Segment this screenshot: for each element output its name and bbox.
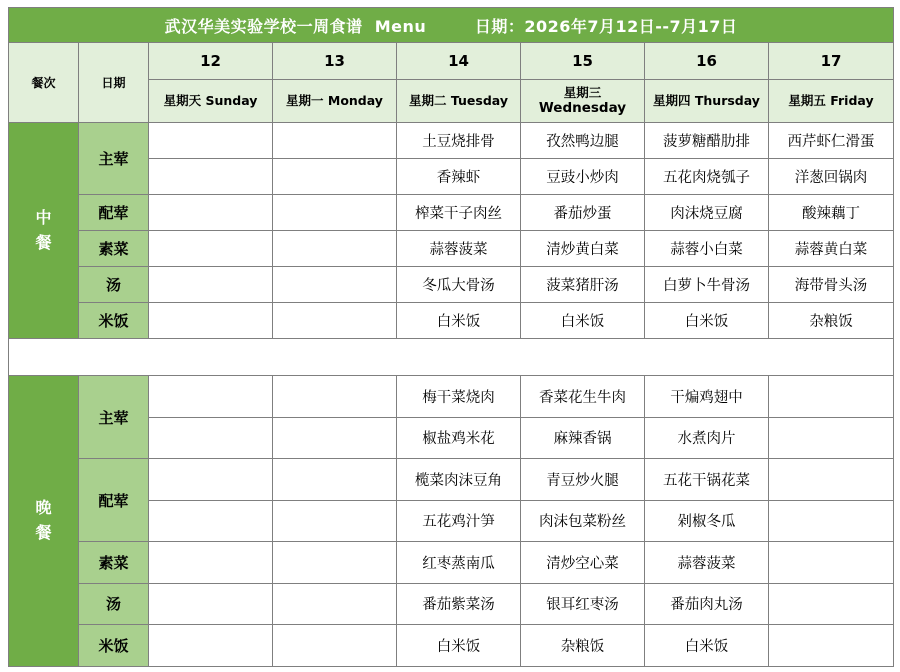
meal-column-header: 餐次 — [9, 43, 79, 123]
lunch-cell: 西芹虾仁滑蛋 — [769, 123, 894, 159]
dinner-cell: 清炒空心菜 — [521, 542, 645, 584]
dinner-cell — [149, 417, 273, 459]
dinner-category-soup: 汤 — [79, 583, 149, 625]
dinner-cell: 杂粮饭 — [521, 625, 645, 667]
lunch-cell — [273, 303, 397, 339]
dinner-cell: 麻辣香锅 — [521, 417, 645, 459]
day-number-16: 16 — [645, 43, 769, 80]
dinner-cell: 蒜蓉菠菜 — [645, 542, 769, 584]
lunch-cell: 蒜蓉菠菜 — [397, 231, 521, 267]
dinner-cell: 红枣蒸南瓜 — [397, 542, 521, 584]
dinner-cell — [769, 417, 894, 459]
dinner-category-rice: 米饭 — [79, 625, 149, 667]
lunch-cell: 酸辣藕丁 — [769, 195, 894, 231]
dinner-cell: 青豆炒火腿 — [521, 459, 645, 501]
dinner-cell: 水煮肉片 — [645, 417, 769, 459]
day-name-tuesday: 星期二 Tuesday — [397, 80, 521, 123]
lunch-cell — [273, 267, 397, 303]
dinner-cell — [149, 500, 273, 542]
dinner-cell: 梅干菜烧肉 — [397, 376, 521, 418]
dinner-cell — [273, 417, 397, 459]
lunch-cell: 香辣虾 — [397, 159, 521, 195]
lunch-cell — [149, 267, 273, 303]
day-number-17: 17 — [769, 43, 894, 80]
dinner-cell: 白米饭 — [397, 625, 521, 667]
lunch-cell: 榨菜干子肉丝 — [397, 195, 521, 231]
dinner-cell: 椒盐鸡米花 — [397, 417, 521, 459]
lunch-cell — [149, 123, 273, 159]
dinner-cell — [149, 459, 273, 501]
lunch-category-main: 主荤 — [79, 123, 149, 195]
dinner-cell — [273, 376, 397, 418]
lunch-cell: 洋葱回锅肉 — [769, 159, 894, 195]
lunch-cell: 肉沫烧豆腐 — [645, 195, 769, 231]
day-name-wednesday-line1: 星期三 — [563, 84, 602, 100]
lunch-label-text: 中 餐 — [35, 207, 52, 252]
day-name-sunday: 星期天 Sunday — [149, 80, 273, 123]
lunch-category-side: 配荤 — [79, 195, 149, 231]
lunch-cell: 五花肉烧瓠子 — [645, 159, 769, 195]
lunch-label — [9, 123, 79, 339]
dinner-cell — [149, 583, 273, 625]
dinner-cell: 番茄紫菜汤 — [397, 583, 521, 625]
dinner-cell — [769, 500, 894, 542]
lunch-cell: 蒜蓉小白菜 — [645, 231, 769, 267]
weekly-menu-table — [8, 7, 894, 667]
lunch-cell: 杂粮饭 — [769, 303, 894, 339]
dinner-cell — [273, 542, 397, 584]
lunch-cell: 白米饭 — [397, 303, 521, 339]
lunch-cell: 番茄炒蛋 — [521, 195, 645, 231]
dinner-category-main: 主荤 — [79, 376, 149, 459]
lunch-cell — [149, 303, 273, 339]
day-name-thursday: 星期四 Thursday — [645, 80, 769, 123]
dinner-cell: 肉沫包菜粉丝 — [521, 500, 645, 542]
lunch-cell: 海带骨头汤 — [769, 267, 894, 303]
dinner-cell: 白米饭 — [645, 625, 769, 667]
dinner-cell: 银耳红枣汤 — [521, 583, 645, 625]
lunch-cell: 白米饭 — [645, 303, 769, 339]
menu-title: 武汉华美实验学校一周食谱 Menu 日期：2026年7月12日--7月17日 — [9, 8, 894, 43]
lunch-cell: 冬瓜大骨汤 — [397, 267, 521, 303]
dinner-label — [9, 376, 79, 667]
day-number-12: 12 — [149, 43, 273, 80]
dinner-cell: 五花干锅花菜 — [645, 459, 769, 501]
dinner-cell: 榄菜肉沫豆角 — [397, 459, 521, 501]
lunch-cell — [273, 123, 397, 159]
dinner-cell — [769, 376, 894, 418]
lunch-category-soup: 汤 — [79, 267, 149, 303]
lunch-cell: 豆豉小炒肉 — [521, 159, 645, 195]
dinner-cell — [149, 376, 273, 418]
day-name-wednesday-line2: Wednesday — [538, 100, 627, 117]
dinner-cell: 剁椒冬瓜 — [645, 500, 769, 542]
lunch-cell — [149, 195, 273, 231]
lunch-cell — [273, 231, 397, 267]
section-divider — [9, 339, 894, 376]
dinner-cell — [273, 625, 397, 667]
lunch-cell — [273, 159, 397, 195]
lunch-cell — [149, 231, 273, 267]
dinner-cell — [769, 459, 894, 501]
dinner-cell: 干煸鸡翅中 — [645, 376, 769, 418]
day-number-13: 13 — [273, 43, 397, 80]
day-name-friday: 星期五 Friday — [769, 80, 894, 123]
lunch-cell: 清炒黄白菜 — [521, 231, 645, 267]
lunch-cell: 孜然鸭边腿 — [521, 123, 645, 159]
dinner-cell — [273, 459, 397, 501]
day-number-15: 15 — [521, 43, 645, 80]
day-number-14: 14 — [397, 43, 521, 80]
day-name-monday: 星期一 Monday — [273, 80, 397, 123]
lunch-category-rice: 米饭 — [79, 303, 149, 339]
dinner-cell — [273, 500, 397, 542]
dinner-cell: 香菜花生牛肉 — [521, 376, 645, 418]
dinner-cell: 番茄肉丸汤 — [645, 583, 769, 625]
lunch-cell: 土豆烧排骨 — [397, 123, 521, 159]
dinner-category-veg: 素菜 — [79, 542, 149, 584]
lunch-cell — [149, 159, 273, 195]
dinner-label-text: 晚 餐 — [35, 497, 52, 542]
lunch-cell: 菠萝糖醋肋排 — [645, 123, 769, 159]
lunch-cell: 蒜蓉黄白菜 — [769, 231, 894, 267]
dinner-cell — [769, 542, 894, 584]
lunch-cell: 白萝卜牛骨汤 — [645, 267, 769, 303]
dinner-category-side: 配荤 — [79, 459, 149, 542]
lunch-category-veg: 素菜 — [79, 231, 149, 267]
lunch-cell: 白米饭 — [521, 303, 645, 339]
dinner-cell — [149, 542, 273, 584]
dinner-cell — [149, 625, 273, 667]
lunch-cell — [273, 195, 397, 231]
day-name-wednesday — [521, 80, 645, 123]
dinner-cell — [769, 625, 894, 667]
dinner-cell — [769, 583, 894, 625]
date-column-header: 日期 — [79, 43, 149, 123]
dinner-cell: 五花鸡汁笋 — [397, 500, 521, 542]
dinner-cell — [273, 583, 397, 625]
lunch-cell: 菠菜猪肝汤 — [521, 267, 645, 303]
